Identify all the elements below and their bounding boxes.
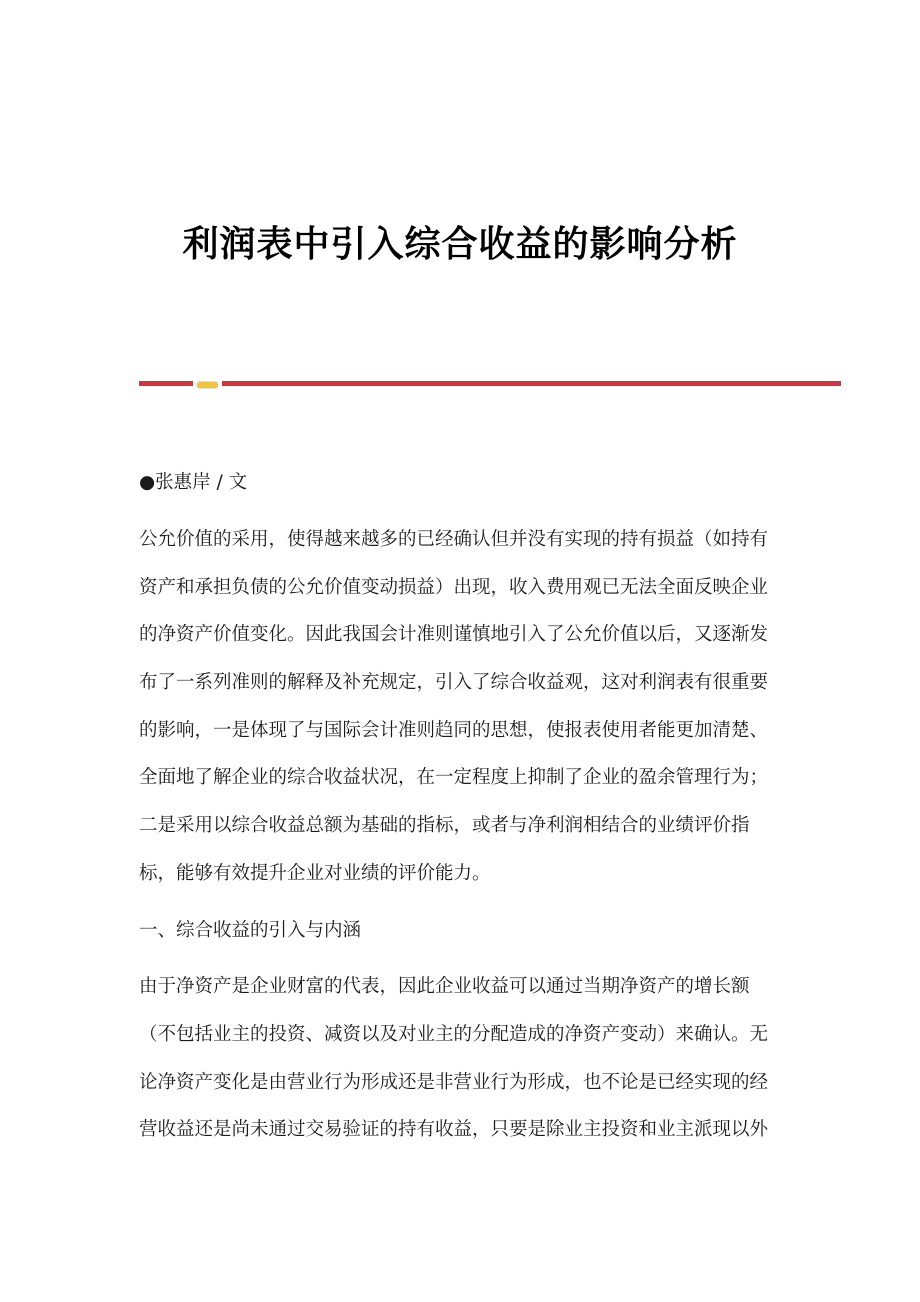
section-heading: 一、综合收益的引入与内涵 — [139, 920, 362, 941]
paragraph-line: 资产和承担负债的公允价值变动损益）出现，收入费用观已无法全面反映企业 — [139, 577, 769, 598]
paragraph-line: 布了一系列准则的解释及补充规定，引入了综合收益观，这对利润表有很重要 — [139, 672, 769, 693]
paragraph-line: 的净资产价值变化。因此我国会计准则谨慎地引入了公允价值以后，又逐渐发 — [139, 624, 769, 645]
divider-ornament — [197, 382, 218, 388]
paragraph-line: 二是采用以综合收益总额为基础的指标，或者与净利润相结合的业绩评价指 — [139, 815, 750, 836]
divider-left-segment — [139, 381, 193, 386]
paragraph-line: 由于净资产是企业财富的代表，因此企业收益可以通过当期净资产的增长额 — [139, 976, 750, 997]
paragraph-line: 公允价值的采用，使得越来越多的已经确认但并没有实现的持有损益（如持有 — [139, 529, 769, 550]
paragraph-line: 营收益还是尚未通过交易验证的持有收益，只要是除业主投资和业主派现以外 — [139, 1119, 769, 1140]
paragraph-line: （不包括业主的投资、减资以及对业主的分配造成的净资产变动）来确认。无 — [139, 1024, 769, 1045]
paragraph-line: 论净资产变化是由营业行为形成还是非营业行为形成，也不论是已经实现的经 — [139, 1072, 769, 1093]
paragraph-line: 的影响，一是体现了与国际会计准则趋同的思想，使报表使用者能更加清楚、 — [139, 720, 769, 741]
divider-right-segment — [222, 381, 841, 386]
document-title: 利润表中引入综合收益的影响分析 — [182, 223, 738, 265]
paragraph-line: 标，能够有效提升企业对业绩的评价能力。 — [139, 863, 491, 884]
byline: ●张惠岸 / 文 — [139, 472, 248, 493]
paragraph-line: 全面地了解企业的综合收益状况，在一定程度上抑制了企业的盈余管理行为； — [139, 767, 769, 788]
